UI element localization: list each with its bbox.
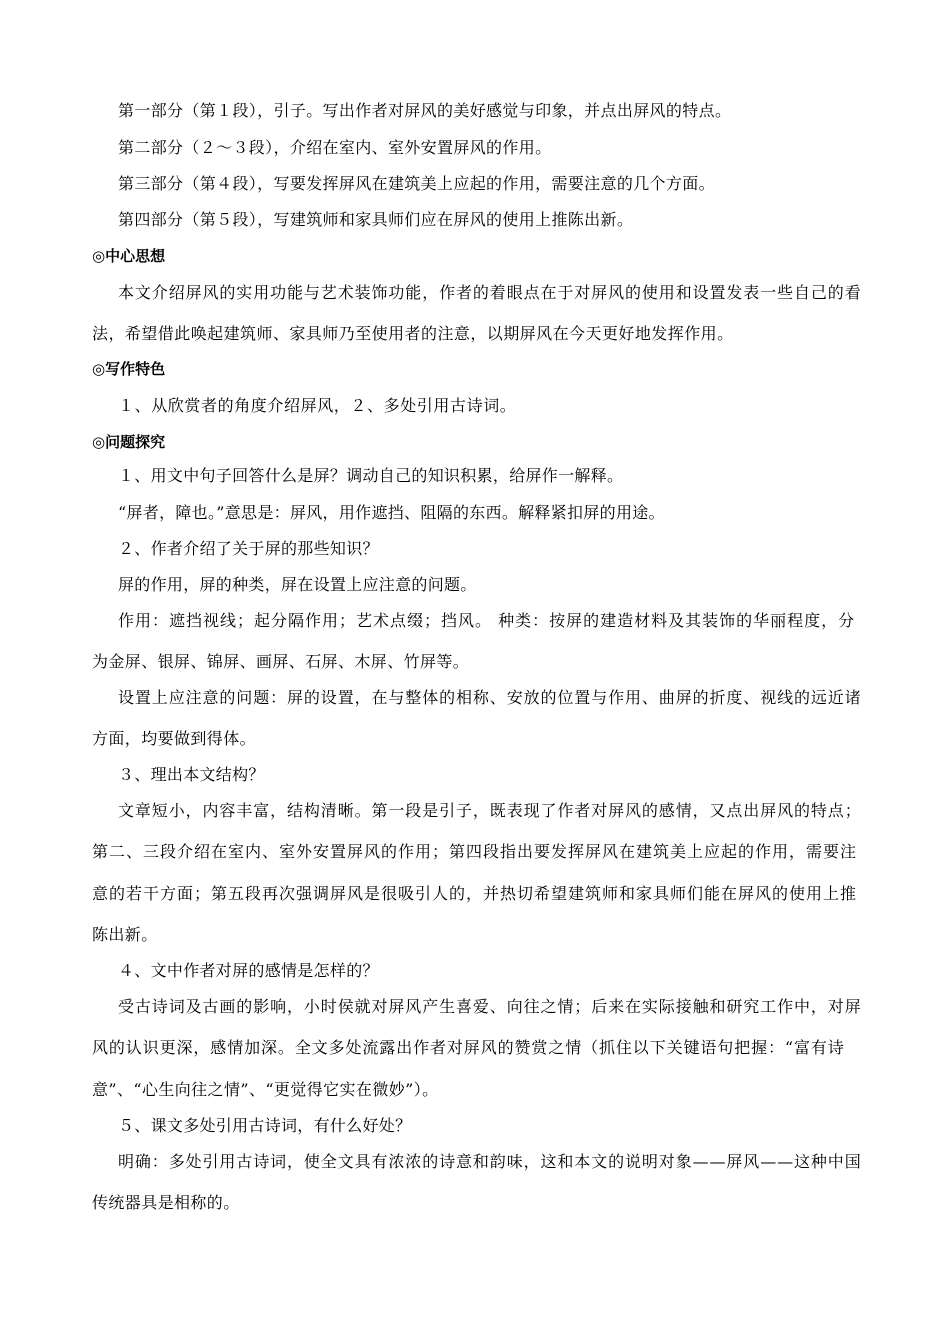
central-idea-line: 本文介绍屏风的实用功能与艺术装饰功能，作者的着眼点在于对屏风的使用和设置发表一些自己的看 <box>118 283 862 302</box>
answer-3-line: 第二、三段介绍在室内、室外安置屏风的作用；第四段指出要发挥屏风在建筑美上应起的作用，需要注 <box>92 842 858 861</box>
answer-4-line: 受古诗词及古画的影响，小时侯就对屏风产生喜爱、向往之情；后来在实际接触和研究工作中，对屏 <box>118 997 862 1016</box>
answer-2-line: 设置上应注意的问题：屏的设置，在与整体的相称、安放的位置与作用、曲屏的折度、视线的远近诸 <box>118 688 862 707</box>
answer-3-line: 文章短小，内容丰富，结构清晰。第一段是引子，既表现了作者对屏风的感情，又点出屏风的特点； <box>118 801 862 820</box>
answer-2-line: 方面，均要做到得体。 <box>92 729 257 748</box>
writing-features-heading: ◎写作特色 <box>92 360 166 378</box>
question-4: ４、文中作者对屏的感情是怎样的？ <box>118 961 379 980</box>
questions-heading: ◎问题探究 <box>92 433 166 451</box>
answer-5-line: 传统器具是相称的。 <box>92 1193 240 1212</box>
answer-5-line: 明确：多处引用古诗词，使全文具有浓浓的诗意和韵味，这和本文的说明对象——屏风——这种中国 <box>118 1152 862 1171</box>
answer-2-line: 屏的作用，屏的种类，屏在设置上应注意的问题。 <box>118 575 477 594</box>
answer-3-line: 意的若干方面；第五段再次强调屏风是很吸引人的，并热切希望建筑师和家具师们能在屏风的使用上推 <box>92 884 858 903</box>
question-2: ２、作者介绍了关于屏的那些知识？ <box>118 539 379 558</box>
answer-4-line: 意”、“心生向往之情”、“更觉得它实在微妙”）。 <box>92 1080 439 1099</box>
answer-3-line: 陈出新。 <box>92 925 158 944</box>
question-3: ３、理出本文结构？ <box>118 765 265 784</box>
outline-part-3: 第三部分（第４段），写要发挥屏风在建筑美上应起的作用，需要注意的几个方面。 <box>118 174 715 193</box>
central-idea-line: 法，希望借此唤起建筑师、家具师乃至使用者的注意，以期屏风在今天更好地发挥作用。 <box>92 324 734 343</box>
answer-4-line: 风的认识更深，感情加深。全文多处流露出作者对屏风的赞赏之情（抓住以下关键语句把握：“富有诗 <box>92 1038 845 1057</box>
outline-part-2: 第二部分（２～３段），介绍在室内、室外安置屏风的作用。 <box>118 138 552 157</box>
question-5: ５、课文多处引用古诗词，有什么好处？ <box>118 1116 412 1135</box>
answer-2-line: 为金屏、银屏、锦屏、画屏、石屏、木屏、竹屏等。 <box>92 652 470 671</box>
answer-1: “屏者，障也。”意思是：屏风，用作遮挡、阻隔的东西。解释紧扣屏的用途。 <box>118 503 665 522</box>
central-idea-heading: ◎中心思想 <box>92 247 166 265</box>
outline-part-4: 第四部分（第５段），写建筑师和家具师们应在屏风的使用上推陈出新。 <box>118 210 634 229</box>
question-1: １、用文中句子回答什么是屏？调动自己的知识积累，给屏作一解释。 <box>118 466 624 485</box>
outline-part-1: 第一部分（第１段），引子。写出作者对屏风的美好感觉与印象，并点出屏风的特点。 <box>118 101 732 120</box>
writing-features-line: １、从欣赏者的角度介绍屏风，２、多处引用古诗词。 <box>118 396 517 415</box>
answer-2-line: 作用：遮挡视线；起分隔作用；艺术点缀；挡风。 种类：按屏的建造材料及其装饰的华丽程度，分 <box>118 611 856 630</box>
